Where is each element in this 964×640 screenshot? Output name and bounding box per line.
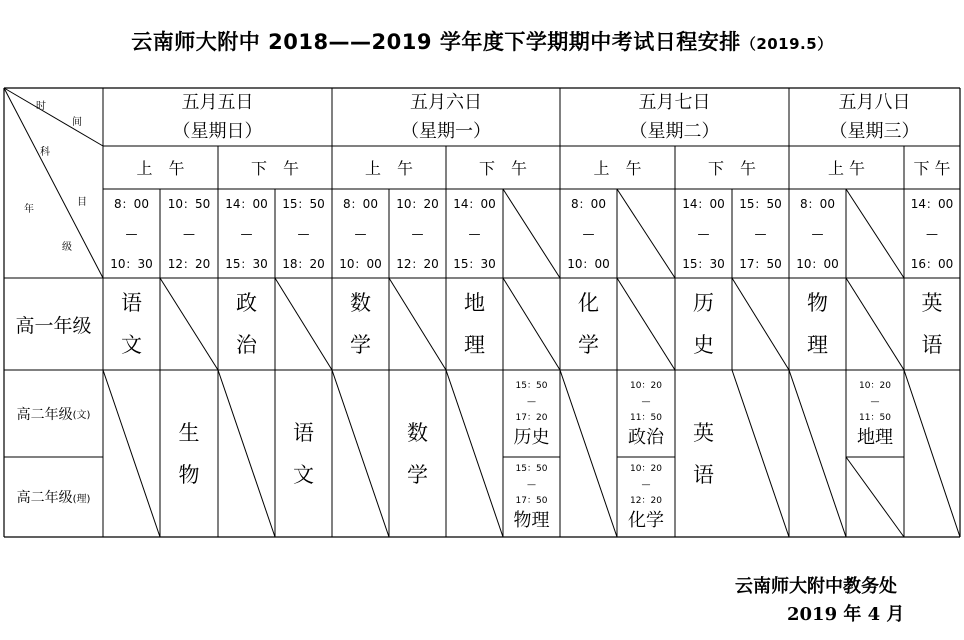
- slot-end: 10：00: [567, 257, 610, 271]
- slot-dash: —: [468, 227, 481, 241]
- slot-dash: —: [183, 227, 195, 241]
- subject-char: 英: [693, 420, 714, 445]
- subject-char: 治: [236, 333, 257, 357]
- half-day-label: 下 午: [913, 159, 951, 178]
- slot-start: 15：50: [282, 197, 325, 211]
- slot-end: 15：30: [682, 257, 725, 271]
- extra-end: 17：50: [515, 496, 548, 506]
- time-slot: [675, 189, 732, 278]
- extra-dash: —: [870, 396, 880, 407]
- subject-char: 学: [578, 333, 599, 357]
- slot-end: 12：20: [396, 257, 439, 271]
- subject-char: 政: [236, 291, 257, 315]
- title-date: （2019.5）: [740, 35, 833, 53]
- slot-dash: —: [926, 227, 938, 241]
- slot-start: 8：00: [571, 197, 606, 211]
- empty-slot-diagonal: [789, 370, 846, 537]
- footer-office: 云南师大附中教务处: [735, 576, 897, 597]
- empty-slot-diagonal: [160, 278, 218, 370]
- time-slot: [732, 189, 789, 278]
- grade1-subject: [789, 278, 846, 370]
- grade2-arts-extra: [617, 370, 675, 457]
- grade2-sci-suffix: (理): [72, 493, 91, 505]
- corner-label: 目: [77, 197, 87, 208]
- day-header: [103, 88, 332, 146]
- day-weekday: （星期二）: [629, 121, 720, 142]
- subject-char: 语: [121, 291, 142, 315]
- extra-start: 10：20: [630, 380, 662, 391]
- extra-subject: 政治: [628, 426, 664, 448]
- subject-char: 语: [921, 333, 943, 357]
- empty-slot-diagonal: [732, 278, 789, 370]
- corner-label: 间: [72, 117, 82, 128]
- subject-char: 数: [407, 420, 428, 445]
- extra-dash: —: [641, 396, 651, 407]
- day-weekday: （星期日）: [172, 121, 263, 142]
- subject-char: 化: [578, 291, 599, 315]
- slot-dash: —: [354, 227, 367, 241]
- empty-slot-diagonal: [904, 370, 960, 537]
- time-slot: [275, 189, 332, 278]
- slot-end: 16：00: [910, 257, 954, 271]
- half-day-label: 上 午: [593, 159, 642, 178]
- subject-char: 理: [464, 333, 485, 357]
- extra-end: 17：20: [515, 412, 548, 423]
- empty-slot-diagonal: [617, 189, 675, 278]
- day-weekday: （星期三）: [829, 121, 920, 142]
- slot-end: 15：30: [453, 257, 496, 271]
- time-slot: [789, 189, 846, 278]
- day-header: [789, 88, 960, 146]
- empty-slot-diagonal: [103, 370, 160, 537]
- half-day-label: 下 午: [478, 159, 527, 178]
- subject-char: 语: [293, 420, 314, 445]
- empty-slot-diagonal: [389, 278, 446, 370]
- grade2-shared-subject: [160, 370, 218, 537]
- empty-slot-diagonal: [846, 457, 904, 537]
- slot-start: 14：00: [910, 197, 954, 211]
- slot-start: 14：00: [225, 197, 268, 211]
- slot-end: 12：20: [167, 257, 211, 271]
- slot-end: 15：30: [225, 257, 268, 271]
- grade2-shared-subject: [389, 370, 446, 537]
- day-date: 五月七日: [638, 92, 711, 113]
- slot-dash: —: [297, 227, 310, 241]
- grade2-shared-subject: [275, 370, 332, 537]
- time-slot: [160, 189, 218, 278]
- slot-dash: —: [582, 227, 595, 241]
- subject-char: 史: [693, 333, 714, 357]
- slot-dash: —: [811, 227, 824, 241]
- slot-start: 14：00: [453, 197, 496, 211]
- half-day-label: 下 午: [707, 159, 756, 178]
- extra-start: 10：20: [859, 380, 891, 391]
- grade1-label: 高一年级: [15, 314, 92, 337]
- day-weekday: （星期一）: [401, 121, 491, 142]
- slot-dash: —: [240, 227, 253, 241]
- day-header: [560, 88, 789, 146]
- grade1-subject: [675, 278, 732, 370]
- grade2-sci-text: 高二年级: [16, 490, 73, 506]
- slot-dash: —: [697, 227, 710, 241]
- day-date: 五月六日: [410, 92, 482, 113]
- empty-slot-diagonal: [446, 370, 503, 537]
- slot-start: 15：50: [739, 197, 782, 211]
- empty-slot-diagonal: [846, 278, 904, 370]
- grade2-arts-extra: [503, 370, 560, 457]
- empty-slot-diagonal: [503, 189, 560, 278]
- slot-start: 10：50: [167, 197, 211, 211]
- extra-dash: —: [527, 480, 536, 490]
- grade2-sci-extra: [503, 457, 560, 537]
- half-day-label: 上 午: [136, 159, 185, 178]
- extra-dash: —: [641, 480, 651, 490]
- grade1-subject: [560, 278, 617, 370]
- extra-start: 15：50: [515, 464, 548, 474]
- time-slot: [218, 189, 275, 278]
- time-slot: [904, 189, 960, 278]
- grade2-sci-extra: [617, 457, 675, 537]
- empty-slot-diagonal: [617, 278, 675, 370]
- subject-char: 物: [178, 462, 200, 487]
- slot-end: 10：00: [339, 257, 382, 271]
- grade2-arts-text: 高二年级: [16, 406, 73, 423]
- extra-end: 11：50: [859, 412, 891, 423]
- extra-subject: 物理: [513, 510, 550, 531]
- day-date: 五月五日: [181, 92, 254, 113]
- slot-dash: —: [125, 227, 138, 241]
- extra-subject: 化学: [628, 510, 664, 531]
- empty-slot-diagonal: [503, 278, 560, 370]
- slot-end: 17：50: [739, 257, 782, 271]
- grade2-arts-suffix: (文): [72, 410, 91, 421]
- slot-dash: —: [754, 227, 767, 241]
- subject-char: 文: [293, 462, 314, 487]
- half-day-label: 上 午: [827, 159, 866, 178]
- subject-char: 学: [350, 333, 371, 357]
- time-slot: [446, 189, 503, 278]
- corner-label: 科: [40, 147, 50, 158]
- subject-char: 地: [464, 291, 485, 315]
- grade1-subject: [332, 278, 389, 370]
- slot-start: 10：20: [396, 197, 439, 211]
- slot-end: 18：20: [282, 257, 325, 271]
- grade2-arts-extra: [846, 370, 904, 457]
- grade1-subject: [446, 278, 503, 370]
- empty-slot-diagonal: [732, 370, 789, 537]
- half-day-label: 下 午: [250, 159, 299, 178]
- time-slot: [103, 189, 160, 278]
- extra-start: 15：50: [515, 380, 548, 391]
- extra-end: 12：20: [630, 496, 662, 506]
- extra-start: 10：20: [630, 464, 662, 474]
- slot-start: 14：00: [682, 197, 725, 211]
- subject-char: 物: [807, 291, 828, 315]
- extra-dash: —: [527, 396, 536, 407]
- extra-subject: 地理: [857, 426, 893, 448]
- empty-slot-diagonal: [332, 370, 389, 537]
- empty-slot-diagonal: [218, 370, 275, 537]
- grade2-arts-label: [4, 370, 103, 457]
- grade1-subject: [218, 278, 275, 370]
- footer-date: 2019 年 4 月: [787, 604, 905, 625]
- slot-start: 8：00: [114, 197, 149, 211]
- slot-start: 8：00: [343, 197, 378, 211]
- subject-char: 生: [178, 420, 200, 445]
- subject-char: 数: [350, 291, 371, 315]
- subject-char: 语: [693, 462, 714, 487]
- time-slot: [560, 189, 617, 278]
- subject-char: 历: [693, 291, 714, 315]
- slot-end: 10：30: [110, 257, 153, 271]
- grade2-sci-label: [4, 457, 103, 537]
- slot-start: 8：00: [800, 197, 835, 211]
- empty-slot-diagonal: [275, 278, 332, 370]
- empty-slot-diagonal: [846, 189, 904, 278]
- grade1-subject: [103, 278, 160, 370]
- subject-char: 文: [121, 333, 142, 357]
- corner-label: 级: [62, 242, 72, 253]
- slot-end: 10：00: [796, 257, 839, 271]
- grade1-subject: [904, 278, 960, 370]
- day-header: [332, 88, 560, 146]
- grade2-shared-subject: [675, 370, 732, 537]
- corner-label: 时: [36, 101, 46, 112]
- subject-char: 理: [807, 333, 828, 357]
- extra-end: 11：50: [630, 412, 662, 423]
- extra-subject: 历史: [513, 426, 550, 448]
- page-title: 云南师大附中 2018——2019 学年度下学期期中考试日程安排（2019.5）: [131, 30, 833, 54]
- day-date: 五月八日: [838, 92, 911, 113]
- empty-slot-diagonal: [560, 370, 617, 537]
- subject-char: 英: [921, 291, 943, 315]
- slot-dash: —: [411, 227, 424, 241]
- half-day-label: 上 午: [364, 159, 413, 178]
- corner-label: 年: [24, 204, 34, 215]
- time-slot: [389, 189, 446, 278]
- time-slot: [332, 189, 389, 278]
- subject-char: 学: [407, 462, 428, 487]
